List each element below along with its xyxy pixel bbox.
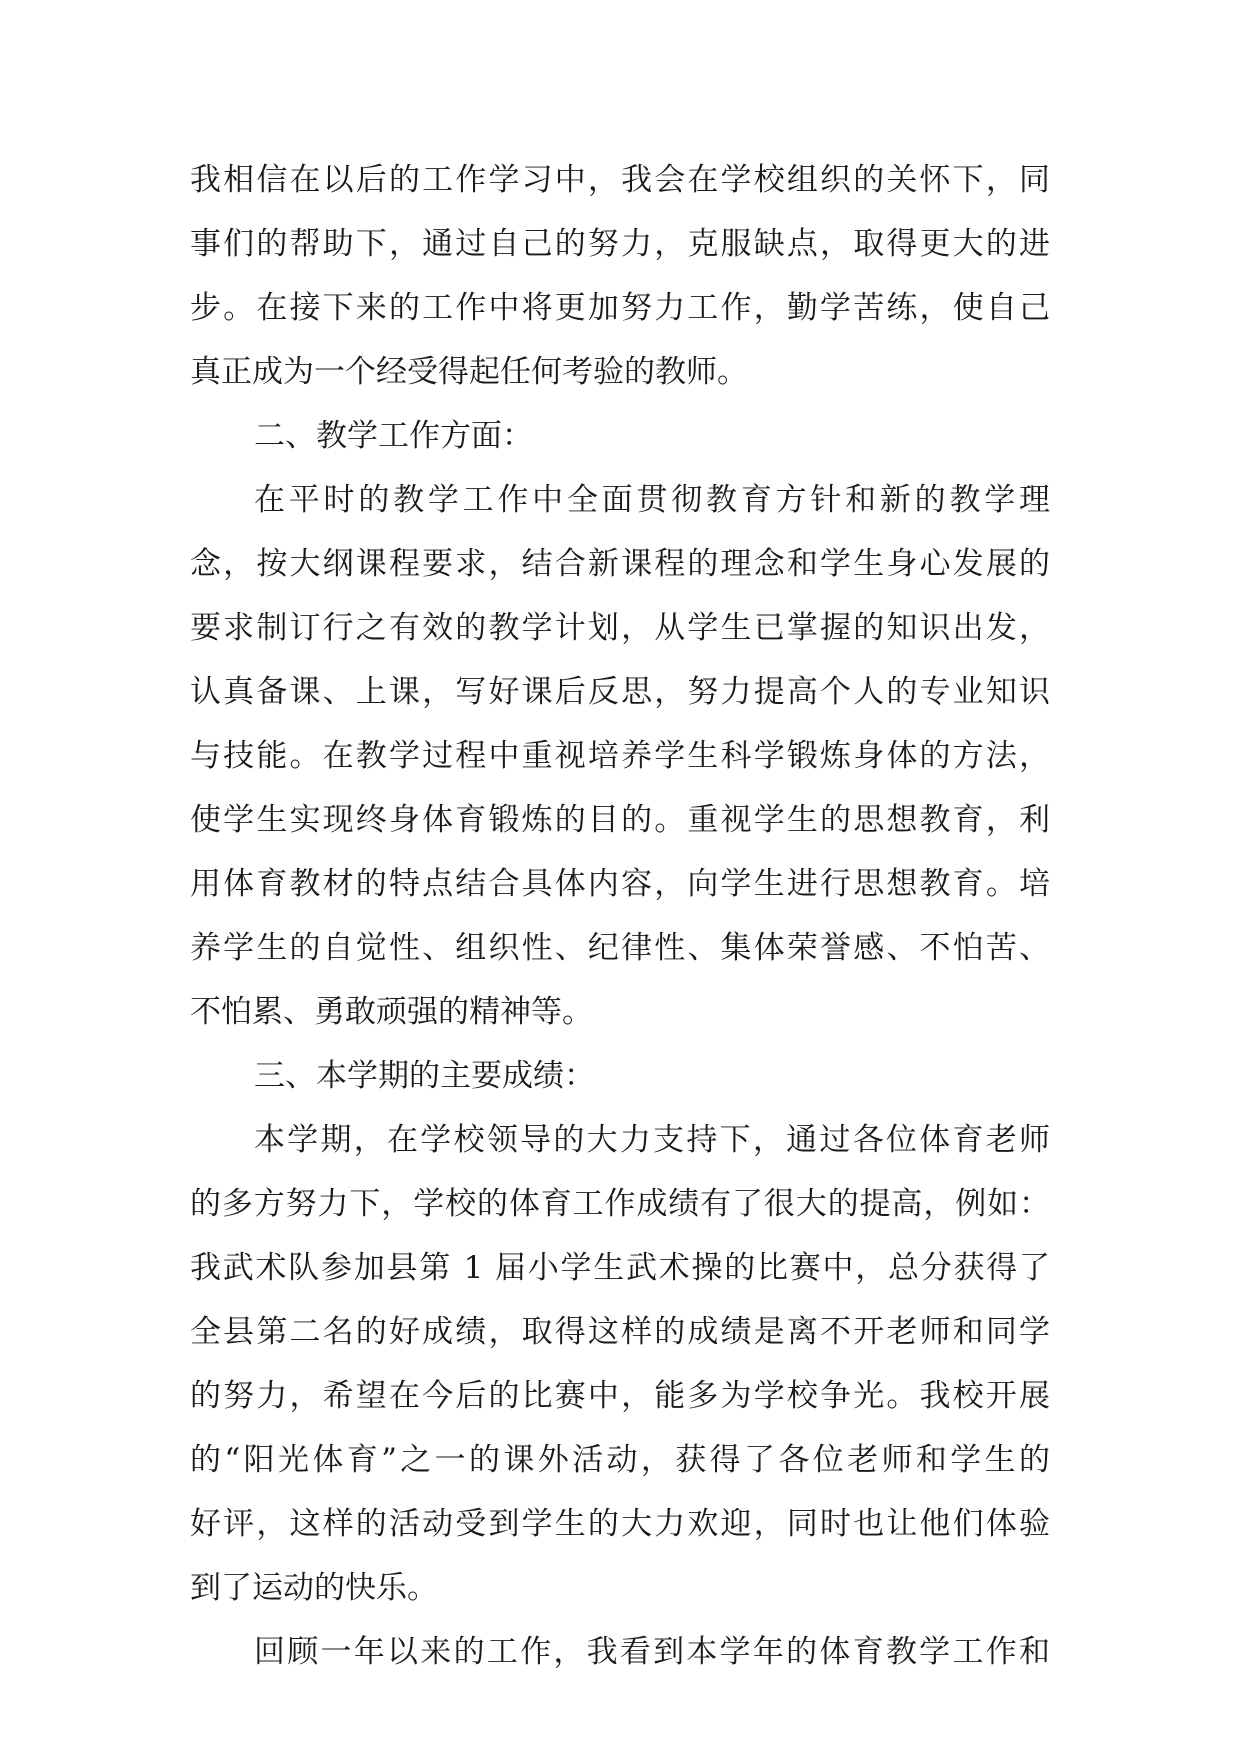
- text-line: 的多方努力下，学校的体育工作成绩有了很大的提高，例如：: [190, 1186, 1050, 1222]
- text-line: 回顾一年以来的工作，我看到本学年的体育教学工作和: [254, 1634, 1050, 1670]
- text-line: 事们的帮助下，通过自己的努力，克服缺点，取得更大的进: [190, 226, 1050, 262]
- text-line: 我武术队参加县第 1 届小学生武术操的比赛中，总分获得了: [190, 1250, 1050, 1286]
- text-line: 步。在接下来的工作中将更加努力工作，勤学苦练，使自己: [190, 290, 1050, 326]
- section-heading: 二、教学工作方面：: [254, 418, 533, 454]
- text-line: 不怕累、勇敢顽强的精神等。: [190, 994, 593, 1030]
- text-line: 全县第二名的好成绩，取得这样的成绩是离不开老师和同学: [190, 1314, 1050, 1350]
- text-line: 真正成为一个经受得起任何考验的教师。: [190, 354, 748, 390]
- text-line: 使学生实现终身体育锻炼的目的。重视学生的思想教育，利: [190, 802, 1050, 838]
- text-line: 的努力，希望在今后的比赛中，能多为学校争光。我校开展: [190, 1378, 1050, 1414]
- text-line: 在平时的教学工作中全面贯彻教育方针和新的教学理: [254, 482, 1050, 518]
- text-line: 养学生的自觉性、组织性、纪律性、集体荣誉感、不怕苦、: [190, 930, 1050, 966]
- text-line: 与技能。在教学过程中重视培养学生科学锻炼身体的方法，: [190, 738, 1050, 774]
- text-line: 认真备课、上课，写好课后反思，努力提高个人的专业知识: [190, 674, 1050, 710]
- text-line: 本学期，在学校领导的大力支持下，通过各位体育老师: [254, 1122, 1050, 1158]
- document-body: [190, 160, 1050, 1696]
- text-line: 要求制订行之有效的教学计划，从学生已掌握的知识出发，: [190, 610, 1050, 646]
- text-line: 用体育教材的特点结合具体内容，向学生进行思想教育。培: [190, 866, 1050, 902]
- text-line: 到了运动的快乐。: [190, 1570, 438, 1606]
- section-heading: 三、本学期的主要成绩：: [254, 1058, 595, 1094]
- text-line: 我相信在以后的工作学习中，我会在学校组织的关怀下，同: [190, 162, 1050, 198]
- text-line: 好评，这样的活动受到学生的大力欢迎，同时也让他们体验: [190, 1506, 1050, 1542]
- text-line: 念，按大纲课程要求，结合新课程的理念和学生身心发展的: [190, 546, 1050, 582]
- text-line: 的“阳光体育”之一的课外活动，获得了各位老师和学生的: [190, 1442, 1050, 1478]
